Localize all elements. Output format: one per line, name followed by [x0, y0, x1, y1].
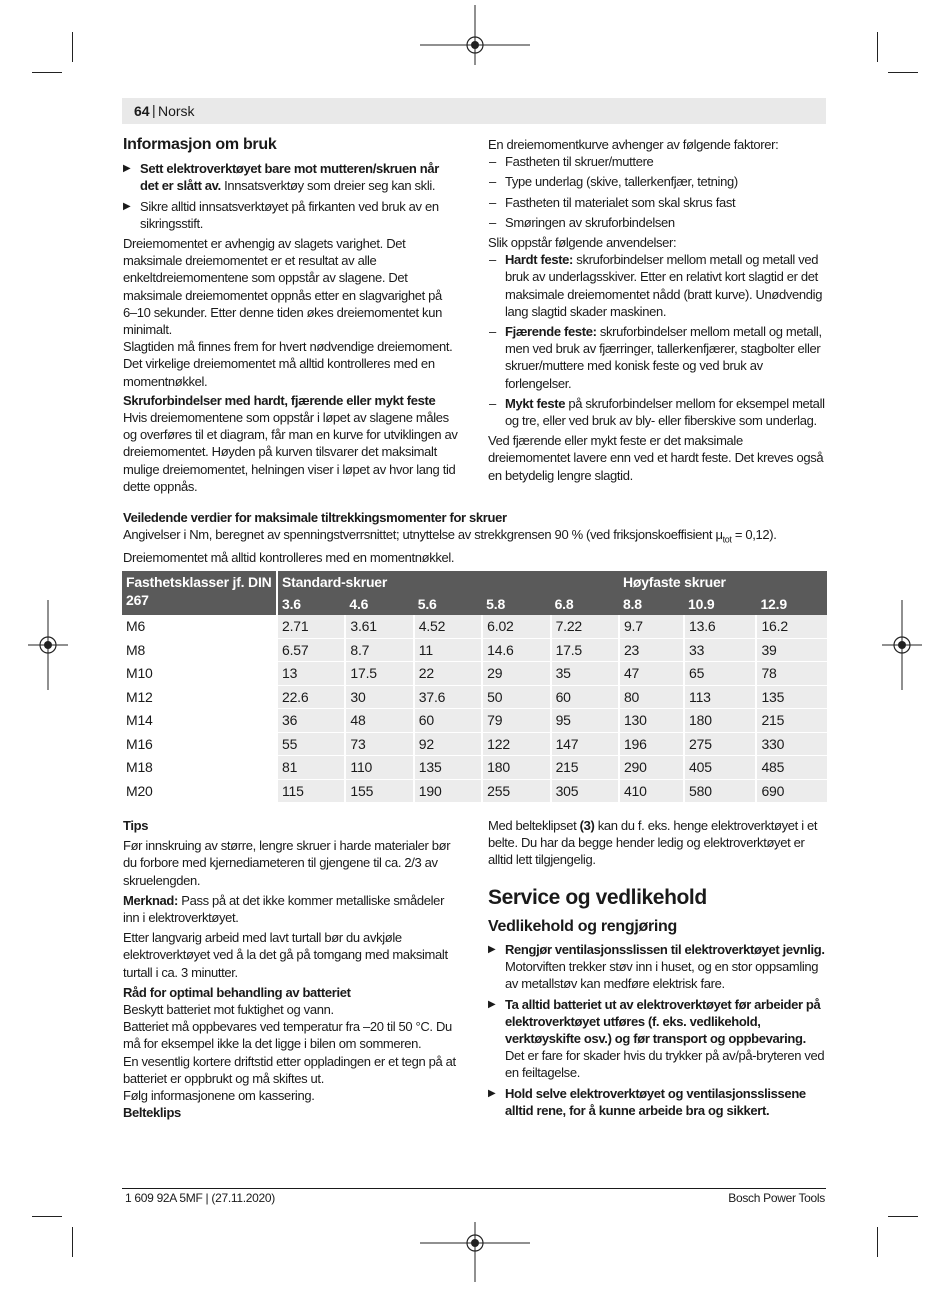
subsection-title: Vedlikehold og rengjøring: [488, 917, 677, 935]
class-header-3-6: 3.6: [277, 593, 345, 615]
footer-doc-id: 1 609 92A 5MF | (27.11.2020): [125, 1191, 275, 1205]
list-item: – Fastheten til skruer/muttere: [488, 153, 828, 170]
table-row: [122, 638, 827, 662]
torque-value-cell: 113: [684, 685, 756, 709]
list-item: – Smøringen av skruforbindelsen: [488, 214, 828, 231]
torque-note: Angivelser i Nm, beregnet av spenningstverrsnittet; utnyttelse av strekkgrensen 90 % (ved friksjonskoeffisient $\mu_{tot} = 0,12$).: [123, 527, 777, 545]
paragraph: Slagtiden må finnes frem for hvert nødvendige dreiemoment. Det virkelige dreiemomentet må alltid kontrolleres med en momentnøkkel.: [123, 339, 453, 389]
torque-value-cell: 115: [277, 779, 345, 803]
torque-value-cell: 13.6: [684, 615, 756, 638]
torque-value-cell: 17.5: [551, 638, 619, 662]
torque-value-cell: 73: [345, 732, 413, 756]
safety-bullet: ▶ Hold selve elektroverktøyet og ventilasjonsslissene alltid rene, for å kunne arbeide bra og sikkert.: [488, 1085, 828, 1119]
crop-mark: [72, 1227, 73, 1257]
torque-value-cell: 2.71: [277, 615, 345, 638]
class-header-4-6: 4.6: [345, 593, 413, 615]
torque-value-cell: 6.02: [482, 615, 550, 638]
torque-value-cell: 7.22: [551, 615, 619, 638]
page-number: 64: [134, 103, 150, 119]
torque-value-cell: 135: [756, 685, 827, 709]
torque-value-cell: 92: [414, 732, 482, 756]
paragraph: Med belteklipset (3) kan du f. eks. henge elektroverktøyet i et belte. Du har da begge hender ledig og elektroverktøyet er alltid lett tilgjengelig.: [488, 818, 818, 868]
paragraph: Hvis dreiemomentene som oppstår i løpet av slagene måles og overføres til et diagram, får man en kurve for utviklingen av dreiemomentet. Høyden på kurven tilsvarer det maksimalt mulige dreiemomentet, helningen viser i løpet av hvor lang tid dette oppnås.: [123, 410, 458, 494]
left-column: [123, 136, 458, 495]
header-language: Norsk: [158, 103, 195, 119]
list-item: – Fastheten til materialet som skal skrus fast: [488, 194, 828, 211]
class-header-10-9: 10.9: [684, 593, 756, 615]
torque-value-cell: 147: [551, 732, 619, 756]
torque-value-cell: 78: [756, 662, 827, 686]
torque-value-cell: 47: [619, 662, 684, 686]
page-header: [122, 98, 826, 124]
torque-value-cell: 190: [414, 779, 482, 803]
table-row: [122, 756, 827, 780]
table-row: [122, 779, 827, 803]
torque-value-cell: 180: [684, 709, 756, 733]
paragraph: En dreiemomentkurve avhenger av følgende faktorer:: [488, 137, 779, 152]
safety-bullet: ▶ Sett elektroverktøyet bare mot mutteren/skruen når det er slått av. Innsatsverktøy som dreier seg kan skli.: [123, 160, 458, 194]
torque-value-cell: 48: [345, 709, 413, 733]
paragraph: Merknad: Pass på at det ikke kommer metalliske smådeler inn i elektroverktøyet.: [123, 892, 445, 926]
torque-value-cell: 29: [482, 662, 550, 686]
class-header-6-8: 6.8: [551, 593, 619, 615]
torque-section: [123, 509, 828, 566]
torque-value-cell: 81: [277, 756, 345, 780]
screw-size-cell: M8: [122, 638, 277, 662]
torque-value-cell: 330: [756, 732, 827, 756]
paragraph: Etter langvarig arbeid med lavt turtall bør du avkjøle elektroverktøyet ved å la det gå på tomgang med maksimalt turtall i ca. 3 minutter.: [123, 930, 448, 980]
torque-value-cell: 55: [277, 732, 345, 756]
screw-size-cell: M18: [122, 756, 277, 780]
safety-bullet: ▶ Sikre alltid innsatsverktøyet på firkanten ved bruk av en sikringsstift.: [123, 198, 458, 232]
torque-value-cell: 60: [551, 685, 619, 709]
torque-value-cell: 196: [619, 732, 684, 756]
torque-value-cell: 305: [551, 779, 619, 803]
table-header-row: [122, 571, 827, 593]
torque-value-cell: 290: [619, 756, 684, 780]
registration-mark-icon: [420, 1222, 530, 1289]
list-item: – Type underlag (skive, tallerkenfjær, tetning): [488, 173, 828, 190]
torque-value-cell: 39: [756, 638, 827, 662]
torque-value-cell: 275: [684, 732, 756, 756]
torque-value-cell: 690: [756, 779, 827, 803]
table-row: [122, 685, 827, 709]
torque-value-cell: 135: [414, 756, 482, 780]
torque-value-cell: 22.6: [277, 685, 345, 709]
torque-value-cell: 3.61: [345, 615, 413, 638]
paragraph: En vesentlig kortere driftstid etter oppladingen er et tegn på at batteriet er oppbrukt og må skiftes ut.: [123, 1053, 456, 1086]
class-header-5-8: 5.8: [482, 593, 550, 615]
table-row: [122, 662, 827, 686]
right-column: [488, 136, 828, 484]
section-title: Service og vedlikehold: [488, 885, 707, 909]
torque-value-cell: 580: [684, 779, 756, 803]
torque-value-cell: 60: [414, 709, 482, 733]
subheading: Tips: [123, 818, 149, 833]
group-header-standard: Standard-skruer: [277, 571, 619, 593]
torque-value-cell: 11: [414, 638, 482, 662]
torque-value-cell: 6.57: [277, 638, 345, 662]
crop-mark: [32, 72, 62, 73]
torque-title: Veiledende verdier for maksimale tiltrekkingsmomenter for skruer: [123, 510, 507, 525]
torque-value-cell: 130: [619, 709, 684, 733]
footer-brand: Bosch Power Tools: [728, 1191, 825, 1205]
torque-value-cell: 17.5: [345, 662, 413, 686]
torque-value-cell: 80: [619, 685, 684, 709]
class-header-12-9: 12.9: [756, 593, 827, 615]
paragraph: Ved fjærende eller mykt feste er det maksimale dreiemomentet lavere enn ved et hardt feste. Det kreves også en betydelig lengre slagtid.: [488, 433, 824, 483]
torque-value-cell: 155: [345, 779, 413, 803]
list-item: – Mykt feste på skruforbindelser mellom for eksempel metall og tre, eller ved bruk av bly- eller fiberskive som underlag.: [488, 395, 828, 429]
subheading: Skruforbindelser med hardt, fjærende eller mykt feste: [123, 392, 436, 408]
crop-mark: [877, 32, 878, 62]
class-header-8-8: 8.8: [619, 593, 684, 615]
torque-note: Dreiemomentet må alltid kontrolleres med en momentnøkkel.: [123, 550, 455, 565]
safety-bullet: ▶ Ta alltid batteriet ut av elektroverktøyet før arbeider på elektroverktøyet utføres (f. eks. vedlikehold, verktøyskifte osv.) og før transport og oppbevaring. Det er fare for skader hvis du trykker på av/på-bryteren ved en feiltagelse.: [488, 996, 828, 1082]
screw-size-cell: M10: [122, 662, 277, 686]
crop-mark: [877, 1227, 878, 1257]
paragraph: Batteriet må oppbevares ved temperatur fra –20 til 50 °C. Du må for eksempel ikke la det ligge i bilen om sommeren.: [123, 1019, 452, 1052]
table-corner-header: Fasthetsklasser jf. DIN 267: [122, 571, 277, 615]
class-header-5-6: 5.6: [414, 593, 482, 615]
torque-value-cell: 16.2: [756, 615, 827, 638]
torque-value-cell: 485: [756, 756, 827, 780]
paragraph: Før innskruing av større, lengre skruer i harde materialer bør du forbore med kjernediameteren til gjengene til ca. 2/3 av skruelengden.: [123, 838, 451, 888]
torque-value-cell: 30: [345, 685, 413, 709]
service-section: [488, 817, 828, 1122]
torque-value-cell: 4.52: [414, 615, 482, 638]
crop-mark: [888, 72, 918, 73]
list-item: – Hardt feste: skruforbindelser mellom metall og metall ved bruk av underlagsskiver. Etter en relativt kort slagtid er det maksimale dreiemomentet nådd (bratt kurve). Unødvendig lang slagtid skader maskinen.: [488, 251, 828, 320]
paragraph: Følg informasjonene om kassering.: [123, 1088, 315, 1104]
tips-section: [123, 817, 463, 1121]
torque-value-cell: 13: [277, 662, 345, 686]
paragraph: Dreiemomentet er avhengig av slagets varighet. Det maksimale dreiemomentet er et resultat av alle enkeltdreiemomentene som oppstår av slagene. Det maksimale dreiemomentet oppnås etter en slagvarighet på 6–10 sekunder. Etter denne tiden økes dreiemomentet kun minimalt.: [123, 236, 442, 338]
footer-rule: [122, 1188, 826, 1189]
screw-size-cell: M14: [122, 709, 277, 733]
torque-value-cell: 50: [482, 685, 550, 709]
torque-value-cell: 95: [551, 709, 619, 733]
torque-value-cell: 122: [482, 732, 550, 756]
crop-mark: [888, 1216, 918, 1217]
torque-value-cell: 8.7: [345, 638, 413, 662]
subheading: Belteklips: [123, 1105, 181, 1121]
torque-value-cell: 79: [482, 709, 550, 733]
paragraph: Slik oppstår følgende anvendelser:: [488, 235, 677, 251]
paragraph: Beskytt batteriet mot fuktighet og vann.: [123, 1002, 334, 1018]
torque-value-cell: 215: [756, 709, 827, 733]
subheading: Råd for optimal behandling av batteriet: [123, 984, 351, 1000]
torque-value-cell: 33: [684, 638, 756, 662]
torque-value-cell: 23: [619, 638, 684, 662]
screw-size-cell: M6: [122, 615, 277, 638]
crop-mark: [72, 32, 73, 62]
group-header-high-strength: Høyfaste skruer: [619, 571, 827, 593]
header-separator: |: [152, 102, 156, 118]
torque-value-cell: 9.7: [619, 615, 684, 638]
screw-size-cell: M12: [122, 685, 277, 709]
torque-value-cell: 35: [551, 662, 619, 686]
torque-value-cell: 65: [684, 662, 756, 686]
table-row: [122, 709, 827, 733]
torque-value-cell: 255: [482, 779, 550, 803]
registration-mark-icon: [882, 600, 922, 690]
torque-value-cell: 22: [414, 662, 482, 686]
torque-value-cell: 180: [482, 756, 550, 780]
safety-bullet: ▶ Rengjør ventilasjonsslissen til elektroverktøyet jevnlig. Motorviften trekker støv inn i huset, og en stor oppsamling av metallstøv kan medføre elektrisk fare.: [488, 941, 828, 993]
torque-value-cell: 14.6: [482, 638, 550, 662]
screw-size-cell: M16: [122, 732, 277, 756]
torque-value-cell: 405: [684, 756, 756, 780]
section-title: Informasjon om bruk: [123, 136, 277, 153]
list-item: – Fjærende feste: skruforbindelser mellom metall og metall, men ved bruk av fjærringer, tallerkenfjærer, stagbolter eller skruer/muttere med konisk feste og ved bruk av forlengelser.: [488, 323, 828, 392]
registration-mark-icon: [420, 0, 530, 70]
torque-value-cell: 410: [619, 779, 684, 803]
torque-value-cell: 36: [277, 709, 345, 733]
torque-value-cell: 110: [345, 756, 413, 780]
crop-mark: [32, 1216, 62, 1217]
screw-size-cell: M20: [122, 779, 277, 803]
torque-value-cell: 215: [551, 756, 619, 780]
registration-mark-icon: [28, 600, 68, 690]
table-row: [122, 732, 827, 756]
torque-table: [122, 571, 827, 803]
table-row: [122, 615, 827, 638]
torque-value-cell: 37.6: [414, 685, 482, 709]
